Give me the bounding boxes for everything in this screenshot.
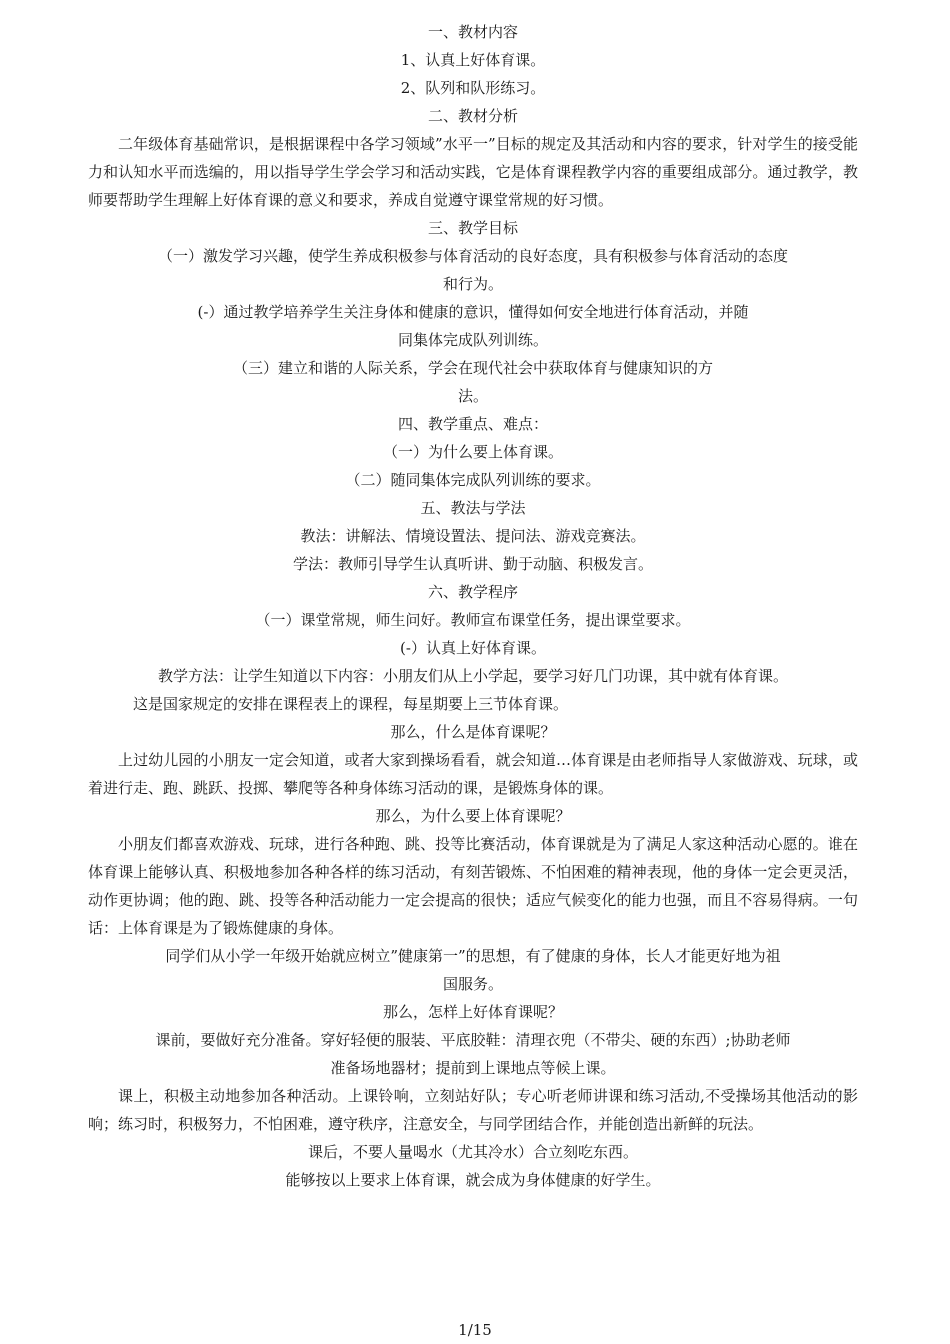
objective-line: （一）激发学习兴趣，使学生养成积极参与体育活动的良好态度，具有积极参与体育活动的态度 (157, 247, 788, 265)
body-line: 能够按以上要求上体育课，就会成为身体健康的好学生。 (285, 1171, 661, 1189)
method-line: 学法：教师引导学生认真听讲、勤于动脑、积极发言。 (292, 555, 653, 573)
section-heading: 五、教法与学法 (420, 499, 526, 517)
key-point: （二）随同集体完成队列训练的要求。 (345, 471, 601, 489)
section-heading: 四、教学重点、难点： (397, 415, 548, 433)
body-line: 同学们从小学一年级开始就应树立”健康第一”的思想，有了健康的身体，长人才能更好地为祖 (165, 947, 781, 965)
method-line: 教法：讲解法、情境设置法、提问法、游戏竞赛法。 (300, 527, 646, 545)
objective-line: 和行为。 (442, 275, 503, 293)
teaching-method-line: 教学方法：让学生知道以下内容：小朋友们从上小学起，要学习好几门功课，其中就有体育课。 (157, 667, 788, 685)
content-item: 2、队列和队形练习。 (400, 79, 546, 97)
section-heading: 六、教学程序 (427, 583, 518, 601)
section-heading: 二、教材分析 (427, 107, 518, 125)
document-body (88, 18, 858, 1194)
question-line: 那么，为什么要上体育课呢？ (375, 807, 571, 825)
teaching-method-line: 这是国家规定的安排在课程表上的课程，每星期要上三节体育课。 (133, 695, 569, 713)
page-number: 1/15 (458, 1321, 492, 1339)
objective-line: (-）通过教学培养学生关注身体和健康的意识，懂得如何安全地进行体育活动，并随 (197, 303, 749, 321)
body-paragraph: 上过幼儿园的小朋友一定会知道，或者大家到操场看看，就会知道…体育课是由老师指导人家做游戏、玩球，或着进行走、跑、跳跃、投掷、攀爬等各种身体练习活动的课，是锻炼身体的课。 (88, 751, 858, 797)
analysis-paragraph: 二年级体育基础常识，是根据课程中各学习领域”水平一”目标的规定及其活动和内容的要求，针对学生的接受能力和认知水平而选编的，用以指导学生学会学习和活动实践，它是体育课程教学内容的重要组成部分。通过教学，教师要帮助学生理解上好体育课的意义和要求，养成自觉遵守课堂常规的好习惯。 (88, 135, 858, 209)
objective-line: （三）建立和谐的人际关系，学会在现代社会中获取体育与健康知识的方 (232, 359, 713, 377)
question-line: 那么，怎样上好体育课呢？ (382, 1003, 563, 1021)
body-paragraph: 课上，积极主动地参加各种活动。上课铃响，立刻站好队；专心听老师讲课和练习活动,不受操场其他活动的影响；练习时，积极努力，不怕困难，遵守秩序，注意安全，与同学团结合作，并能创造出新鲜的玩法。 (88, 1087, 858, 1133)
objective-line: 法。 (457, 387, 488, 405)
key-point: （一）为什么要上体育课。 (382, 443, 563, 461)
body-line: 课后，不要人量喝水（尤其冷水）合立刻吃东西。 (307, 1143, 638, 1161)
section-heading: 三、教学目标 (427, 219, 518, 237)
question-line: 那么，什么是体育课呢？ (390, 723, 556, 741)
procedure-line: (-）认真上好体育课。 (400, 639, 546, 657)
content-item: 1、认真上好体育课。 (400, 51, 546, 69)
section-heading: 一、教材内容 (427, 23, 518, 41)
body-line: 国服务。 (442, 975, 503, 993)
body-line: 准备场地器材；提前到上课地点等候上课。 (330, 1059, 616, 1077)
body-paragraph: 小朋友们都喜欢游戏、玩球，进行各种跑、跳、投等比赛活动，体育课就是为了满足人家这种活动心愿的。谁在体育课上能够认真、积极地参加各种各样的练习活动，有刻苦锻炼、不怕困难的精神表现，他的身体一定会更灵活，动作更协调；他的跑、跳、投等各种活动能力一定会提高的很快；适应气候变化的能力也强，而且不容易得病。一句话：上体育课是为了锻炼健康的身体。 (88, 835, 858, 937)
body-line: 课前，要做好充分准备。穿好轻便的服装、平底胶鞋：清理衣兜（不带尖、硬的东西）;协助老师 (155, 1031, 791, 1049)
procedure-line: （一）课堂常规，师生问好。教师宣布课堂任务，提出课堂要求。 (255, 611, 691, 629)
objective-line: 同集体完成队列训练。 (397, 331, 548, 349)
